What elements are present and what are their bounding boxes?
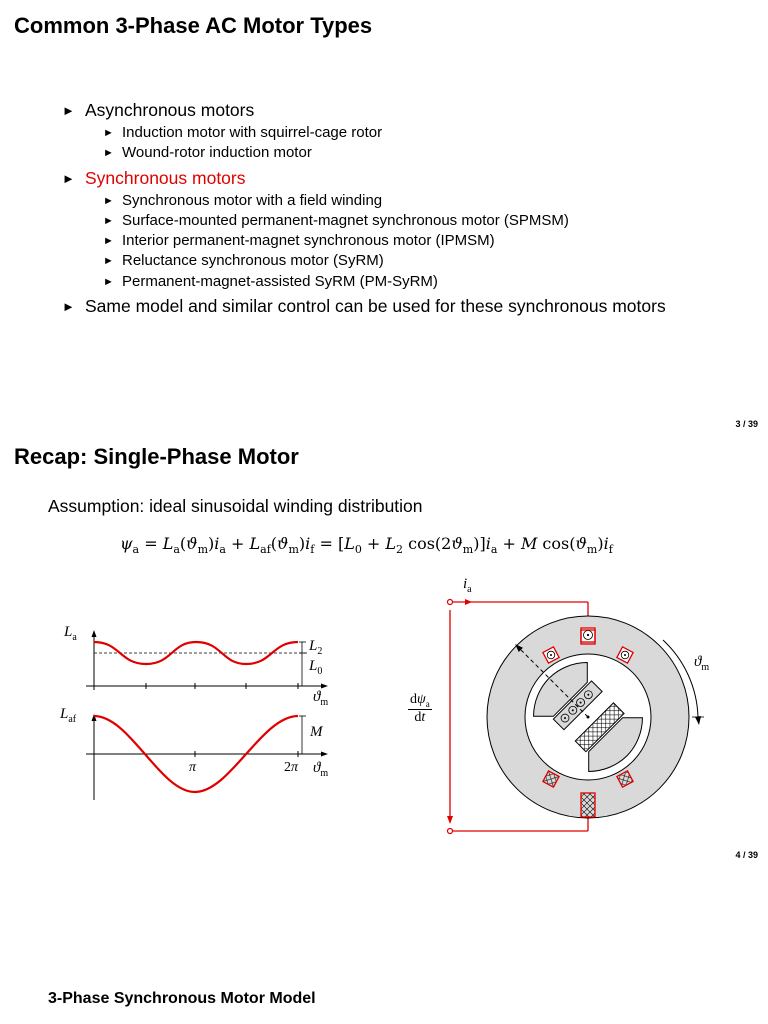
triangle-bullet-icon: ► bbox=[62, 170, 75, 186]
list-item bbox=[103, 211, 666, 231]
laf-x-arrow bbox=[321, 752, 328, 757]
bullet-text: Permanent-magnet-assisted SyRM (PM-SyRM) bbox=[122, 272, 438, 290]
sub-list bbox=[85, 123, 666, 164]
page-number: 4 / 39 bbox=[735, 850, 758, 860]
voltage-arrow-icon bbox=[447, 816, 453, 824]
list-item bbox=[103, 191, 666, 211]
theta-m-axis-label: $ϑ_m$ bbox=[313, 689, 329, 708]
laf-axis-label: $L_{af}$ bbox=[60, 706, 77, 725]
list-item bbox=[62, 100, 666, 164]
triangle-bullet-icon: ► bbox=[103, 194, 114, 207]
theta-m-angle-label: $ϑ_m$ bbox=[694, 654, 710, 673]
pi-tick-label: π bbox=[189, 760, 197, 775]
inductance-plots bbox=[40, 610, 400, 860]
bullet-text: Synchronous motors bbox=[85, 167, 246, 188]
list-item bbox=[103, 231, 666, 251]
list-item bbox=[103, 251, 666, 271]
triangle-bullet-icon: ► bbox=[103, 235, 114, 248]
terminal-bottom bbox=[448, 829, 453, 834]
list-item bbox=[103, 272, 666, 292]
list-item bbox=[62, 168, 666, 292]
bullet-text: Asynchronous motors bbox=[85, 100, 255, 120]
bullet-text: Synchronous motor with a field winding bbox=[122, 191, 383, 209]
ia-label: $i_a$ bbox=[463, 576, 472, 595]
list-item bbox=[103, 123, 666, 143]
slide-3 bbox=[0, 0, 768, 430]
slide-title: Recap: Single-Phase Motor bbox=[14, 444, 299, 469]
l0-label: $L_0$ bbox=[309, 658, 323, 677]
slide-5 bbox=[0, 860, 768, 1024]
back-emf-label: $d\psi_a$ dt bbox=[410, 692, 430, 725]
slide-title: Common 3-Phase AC Motor Types bbox=[14, 13, 373, 38]
triangle-bullet-icon: ► bbox=[103, 147, 114, 160]
bullet-text: Interior permanent-magnet synchronous motor (IPMSM) bbox=[122, 232, 495, 250]
bullet-text: Wound-rotor induction motor bbox=[122, 144, 312, 162]
triangle-bullet-icon: ► bbox=[103, 127, 114, 139]
la-y-arrow bbox=[92, 630, 97, 637]
triangle-bullet-icon: ► bbox=[103, 275, 114, 288]
la-axis-label: $L_a$ bbox=[64, 624, 77, 643]
bullet-list bbox=[62, 100, 666, 317]
bullet-text: Induction motor with squirrel-cage rotor bbox=[122, 124, 383, 141]
two-pi-tick-label: 2π bbox=[284, 760, 299, 775]
slide-4 bbox=[0, 430, 768, 860]
slide-title: 3-Phase Synchronous Motor Model bbox=[48, 990, 316, 1007]
list-item bbox=[62, 296, 666, 317]
motor-cross-section bbox=[440, 590, 740, 850]
flux-linkage-equation: $\psi_a = L_a(ϑ_m)i_a + L_{af}(ϑ_m)i_f = [L_0 + L_2$ $\cos(2ϑ_m)]i_a + M$ $\cos(ϑ_m)i_f$ bbox=[120, 534, 613, 557]
l2-label: $L_2$ bbox=[309, 638, 323, 657]
terminal-top bbox=[448, 600, 453, 605]
bullet-text: Surface-mounted permanent-magnet synchronous motor (SPMSM) bbox=[122, 211, 569, 229]
triangle-bullet-icon: ► bbox=[62, 103, 75, 118]
m-label: M bbox=[310, 724, 323, 740]
current-arrow-icon bbox=[465, 599, 472, 605]
sub-list bbox=[85, 191, 666, 292]
la-x-arrow bbox=[321, 684, 328, 689]
bullet-text: Same model and similar control can be used for these synchronous motors bbox=[85, 296, 666, 317]
assumption-text: Assumption: ideal sinusoidal winding distribution bbox=[48, 496, 423, 516]
triangle-bullet-icon: ► bbox=[103, 214, 114, 227]
triangle-bullet-icon: ► bbox=[62, 299, 75, 315]
list-item bbox=[103, 143, 666, 163]
page-number: 3 / 39 bbox=[735, 419, 758, 429]
theta-m-axis-label: $ϑ_m$ bbox=[313, 760, 329, 779]
triangle-bullet-icon: ► bbox=[103, 255, 114, 268]
bullet-text: Reluctance synchronous motor (SyRM) bbox=[122, 252, 384, 270]
